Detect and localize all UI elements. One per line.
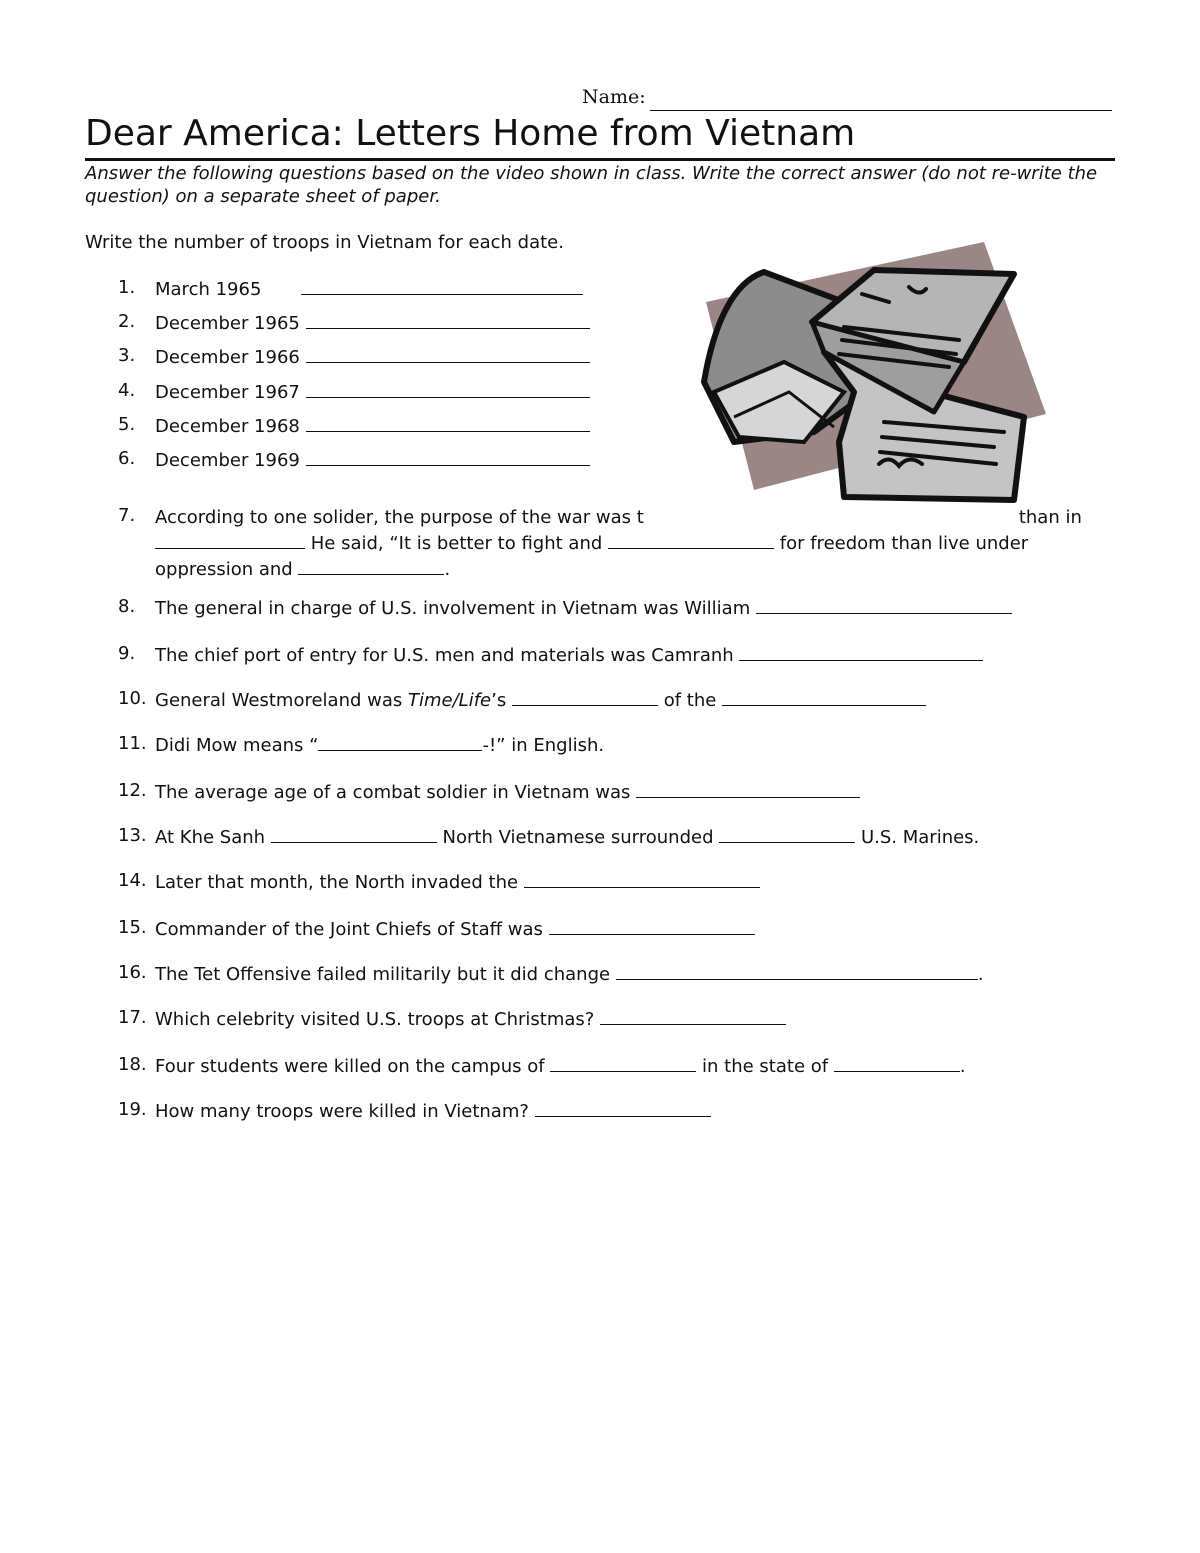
question-text: than in <box>1018 507 1082 528</box>
answer-blank[interactable] <box>616 961 978 980</box>
question-text: North Vietnamese surrounded <box>442 827 714 848</box>
question-text: U.S. Marines. <box>860 827 980 848</box>
answer-blank[interactable] <box>739 642 983 661</box>
question-text: December 1967 <box>155 382 300 403</box>
question-text: Didi Mow means “ <box>155 735 319 756</box>
question-text: The chief port of entry for U.S. men and materials was Camranh <box>155 645 734 666</box>
question-text: He said, “It is better to fight and <box>310 533 603 554</box>
answer-blank[interactable] <box>722 687 926 706</box>
question-number: 12. <box>118 780 147 801</box>
answer-blank[interactable] <box>600 1006 786 1025</box>
question-number: 7. <box>118 505 136 526</box>
question-text: The average age of a combat soldier in Vietnam was <box>155 782 631 803</box>
answer-blank[interactable] <box>306 344 590 363</box>
instructions: Answer the following questions based on the video shown in class. Write the correct answer (do not re-write the question) on a separate sheet of paper. <box>85 163 1098 207</box>
answer-blank[interactable] <box>719 824 855 843</box>
question-number: 2. <box>118 311 136 332</box>
answer-blank[interactable] <box>608 530 774 549</box>
question-text: December 1966 <box>155 347 300 368</box>
answer-blank[interactable] <box>549 916 755 935</box>
answer-blank[interactable] <box>271 824 437 843</box>
answer-blank[interactable] <box>524 869 760 888</box>
answer-blank[interactable] <box>306 379 590 398</box>
question-text: December 1968 <box>155 416 300 437</box>
answer-blank[interactable] <box>318 732 482 751</box>
question-number: 8. <box>118 596 136 617</box>
question-number: 1. <box>118 277 136 298</box>
answer-blank[interactable] <box>550 1053 696 1072</box>
answer-blank[interactable] <box>306 447 590 466</box>
answer-blank[interactable] <box>756 595 1012 614</box>
letter-envelope-clipart <box>694 242 1046 504</box>
question-text: According to one solider, the purpose of the war was t <box>155 507 644 528</box>
question-number: 9. <box>118 643 136 664</box>
answer-blank[interactable] <box>644 504 1019 523</box>
question-number: 15. <box>118 917 147 938</box>
answer-blank[interactable] <box>834 1053 960 1072</box>
question-text: for freedom than live under oppression and <box>155 533 1029 580</box>
question-text: At Khe Sanh <box>155 827 266 848</box>
name-blank[interactable] <box>650 110 1112 111</box>
question-text: Four students were killed on the campus of <box>155 1056 545 1077</box>
question-text: . <box>959 1056 966 1077</box>
question-text: Later that month, the North invaded the <box>155 872 519 893</box>
question-number: 10. <box>118 688 147 709</box>
question-number: 13. <box>118 825 147 846</box>
question-text: ’s <box>491 690 507 711</box>
troops-intro: Write the number of troops in Vietnam for each date. <box>85 232 564 253</box>
question-number: 19. <box>118 1099 147 1120</box>
question-text: How many troops were killed in Vietnam? <box>155 1101 529 1122</box>
question-number: 16. <box>118 962 147 983</box>
answer-blank[interactable] <box>535 1098 711 1117</box>
answer-blank[interactable] <box>301 276 583 295</box>
question-text: -!” in English. <box>482 735 605 756</box>
question-number: 11. <box>118 733 147 754</box>
question-number: 4. <box>118 380 136 401</box>
answer-blank[interactable] <box>155 530 305 549</box>
question-number: 17. <box>118 1007 147 1028</box>
question-number: 5. <box>118 414 136 435</box>
answer-blank[interactable] <box>306 310 590 329</box>
answer-blank[interactable] <box>512 687 658 706</box>
question-text: March 1965 <box>155 279 262 300</box>
name-label: Name: <box>582 86 646 108</box>
publication-name: Time/Life <box>408 690 492 711</box>
question-text: of the <box>663 690 717 711</box>
question-number: 6. <box>118 448 136 469</box>
question-number: 14. <box>118 870 147 891</box>
question-number: 18. <box>118 1054 147 1075</box>
question-text: December 1969 <box>155 450 300 471</box>
question-text: December 1965 <box>155 313 300 334</box>
question-text: Which celebrity visited U.S. troops at Christmas? <box>155 1009 595 1030</box>
question-text: The general in charge of U.S. involvement in Vietnam was William <box>155 598 751 619</box>
answer-blank[interactable] <box>636 779 860 798</box>
question-number: 3. <box>118 345 136 366</box>
question-text: in the state of <box>702 1056 829 1077</box>
answer-blank[interactable] <box>306 413 590 432</box>
question-text: Commander of the Joint Chiefs of Staff was <box>155 919 543 940</box>
question-text: General Westmoreland was <box>155 690 403 711</box>
question-text: . <box>444 559 451 580</box>
question-text: . <box>977 964 984 985</box>
question-text: The Tet Offensive failed militarily but it did change <box>155 964 611 985</box>
answer-blank[interactable] <box>298 556 444 575</box>
page-title: Dear America: Letters Home from Vietnam <box>85 112 1115 161</box>
